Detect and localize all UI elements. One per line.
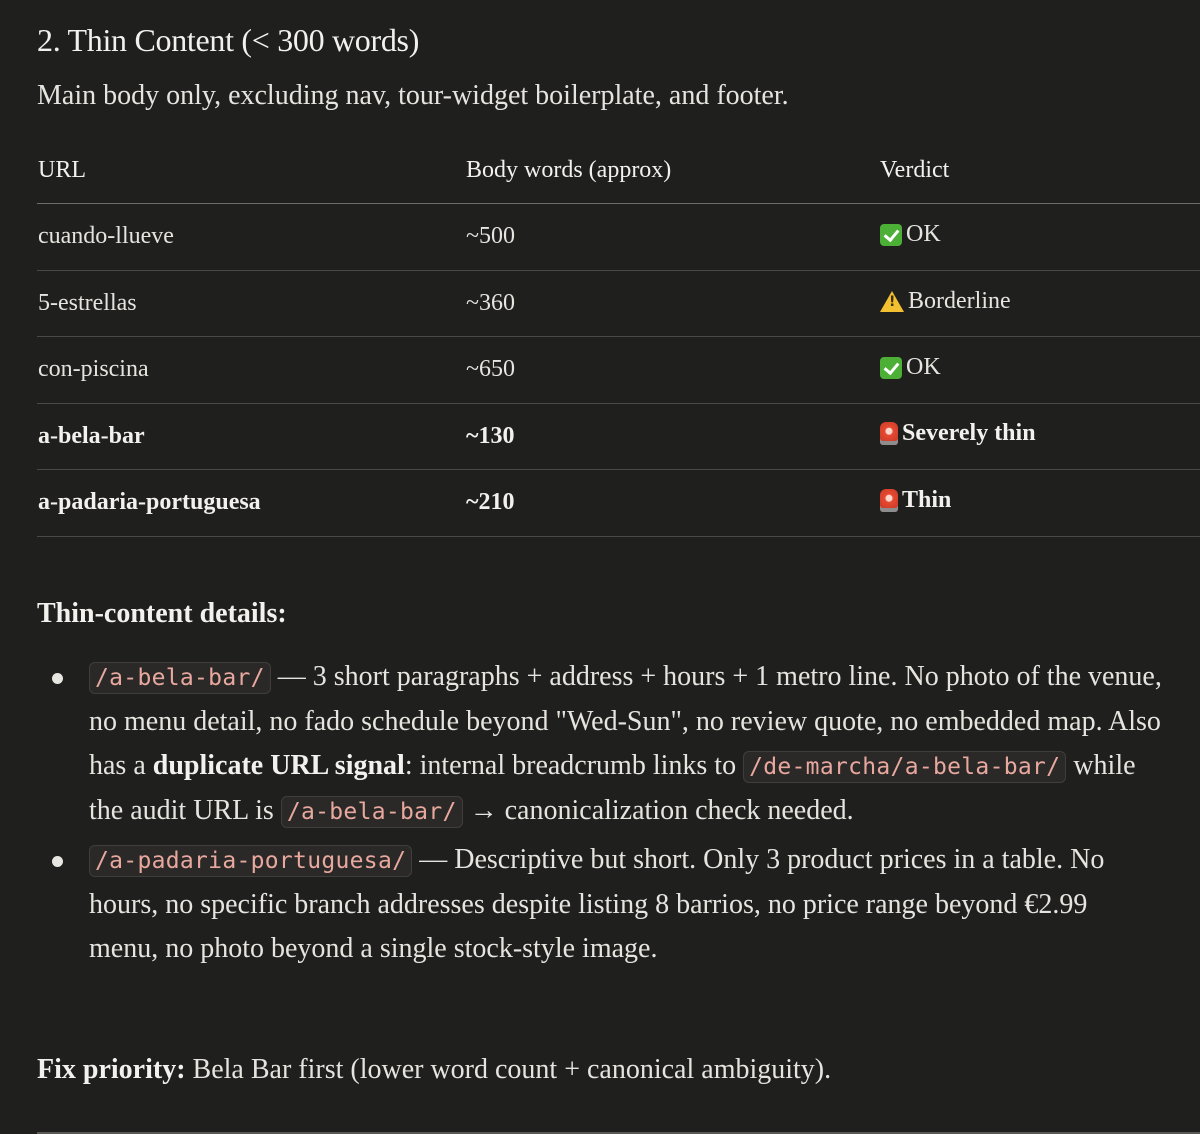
inline-code-url: /a-padaria-portuguesa/ — [89, 845, 412, 877]
list-item — [37, 655, 1162, 834]
cell-url: a-padaria-portuguesa — [37, 470, 465, 537]
section-title: 2. Thin Content (< 300 words) — [37, 22, 420, 58]
inline-code-url: /de-marcha/a-bela-bar/ — [743, 751, 1066, 783]
verdict-label: Severely thin — [902, 420, 1036, 447]
bold-text: duplicate URL signal — [152, 750, 405, 781]
siren-icon — [880, 422, 898, 445]
cell-words: ~360 — [465, 270, 879, 337]
list-item-text: → canonicalization check needed. — [462, 795, 854, 826]
header-body-words: Body words (approx) — [465, 137, 879, 204]
cell-verdict — [879, 470, 1200, 537]
fix-priority — [37, 1054, 831, 1086]
check-icon — [880, 224, 902, 246]
header-verdict: Verdict — [879, 137, 1200, 204]
table-row — [37, 204, 1200, 271]
cell-verdict — [879, 337, 1200, 404]
table-row — [37, 270, 1200, 337]
warning-icon — [880, 291, 904, 312]
list-item-text: — 3 short paragraphs + address + hours + 1 metro line. No photo of the venue, no menu detail, no fado schedule beyond "Wed-Sun", no review quote, no embedded map. Also has a — [89, 661, 1162, 781]
table-header-row — [37, 137, 1200, 204]
details-heading: Thin-content details: — [37, 598, 287, 629]
siren-icon — [880, 489, 898, 512]
verdict-label: OK — [906, 354, 941, 380]
cell-words: ~130 — [465, 403, 879, 470]
cell-url: cuando-llueve — [37, 204, 465, 271]
cell-verdict — [879, 403, 1200, 470]
verdict-label: OK — [906, 221, 941, 247]
inline-code-url: /a-bela-bar/ — [281, 796, 463, 828]
cell-words: ~650 — [465, 337, 879, 404]
details-list — [37, 655, 1162, 975]
verdict-label: Borderline — [908, 287, 1011, 314]
list-item-text: — Descriptive but short. Only 3 product prices in a table. No hours, no specific branch addresses despite listing 8 barrios, no price range beyond €2.99 menu, no photo beyond a single stock-style image. — [89, 844, 1105, 964]
list-item-text: while the audit URL is — [89, 750, 1136, 826]
list-item — [37, 838, 1162, 971]
cell-verdict — [879, 270, 1200, 337]
cell-verdict — [879, 204, 1200, 271]
thin-content-table — [37, 137, 1200, 537]
cell-url: a-bela-bar — [37, 403, 465, 470]
section-subtitle: Main body only, excluding nav, tour-widget boilerplate, and footer. — [37, 80, 789, 111]
cell-words: ~500 — [465, 204, 879, 271]
fix-priority-label: Fix priority: — [37, 1054, 186, 1085]
cell-url: con-piscina — [37, 337, 465, 404]
check-icon — [880, 357, 902, 379]
header-url: URL — [37, 137, 465, 204]
cell-url: 5-estrellas — [37, 270, 465, 337]
table-row — [37, 403, 1200, 470]
fix-priority-text: Bela Bar first (lower word count + canonical ambiguity). — [185, 1054, 832, 1085]
table-row — [37, 337, 1200, 404]
cell-words: ~210 — [465, 470, 879, 537]
verdict-label: Thin — [902, 486, 952, 513]
list-item-text: : internal breadcrumb links to — [404, 750, 744, 781]
inline-code-url: /a-bela-bar/ — [89, 662, 271, 694]
table-row — [37, 470, 1200, 537]
